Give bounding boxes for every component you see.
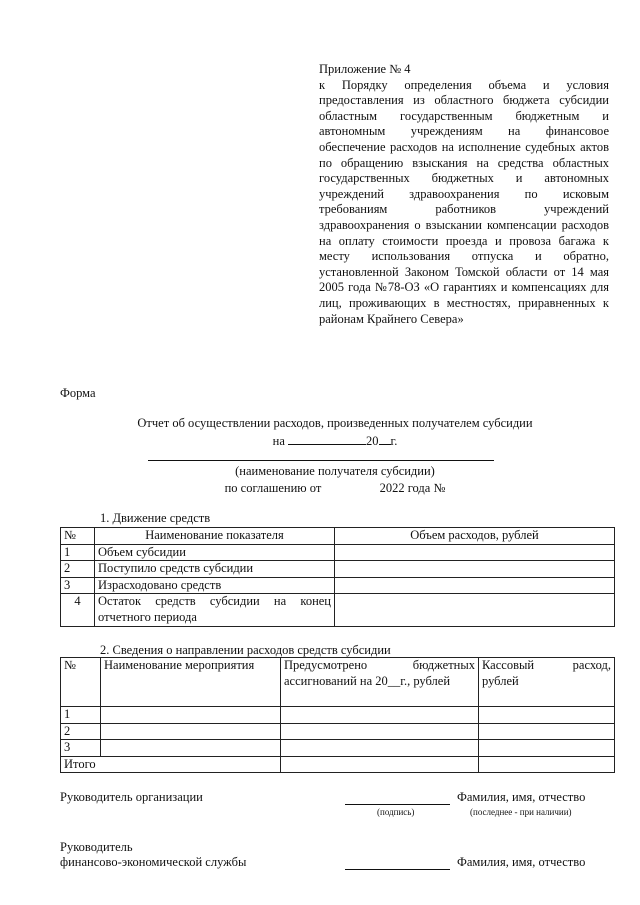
report-date-year: 20 <box>366 434 379 448</box>
table-row <box>61 561 615 578</box>
recipient-name-line <box>148 460 494 461</box>
row-name: Остаток средств субсидии на конец отчетного периода <box>95 594 335 626</box>
table-total-row <box>61 756 615 773</box>
section2-title: 2. Сведения о направлении расходов средств субсидии <box>100 643 391 657</box>
header-num: № <box>61 658 101 707</box>
head-fio-label: Фамилия, имя, отчество <box>457 790 586 804</box>
header-num: № <box>61 528 95 545</box>
header-activity: Наименование мероприятия <box>101 658 281 707</box>
recipient-caption: (наименование получателя субсидии) <box>235 464 435 478</box>
table-row <box>61 707 615 724</box>
agreement-prefix: по соглашению от <box>224 481 322 495</box>
report-title: Отчет об осуществлении расходов, произведенных получателем субсидии <box>137 416 533 430</box>
total-label: Итого <box>61 756 281 773</box>
row-num: 3 <box>61 740 101 757</box>
row-cash[interactable] <box>479 707 615 724</box>
row-cash[interactable] <box>479 740 615 757</box>
row-num: 1 <box>61 544 95 561</box>
patronymic-caption: (последнее - при наличии) <box>470 807 572 817</box>
table-row <box>61 740 615 757</box>
table-row <box>61 544 615 561</box>
total-planned[interactable] <box>281 756 479 773</box>
appendix-text: к Порядку определения объема и условия предоставления из областного бюджета субсидии областным государственным бюджетным и автономным учреждениям на финансовое обеспечение расходов на исполнение судебных актов по обращению взыскания на средства областных государственных бюджетных и автономных учреждений здравоохранения по исковым требованиям работников учреждений здравоохранения о взыскании компенсации расходов на оплату стоимости проезда и провоза багажа к месту использования отпуска и обратно, установленной Законом Томской области от 14 мая 2005 года №78-ОЗ «О гарантиях и компенсациях для лиц, проживающих в местностях, приравненных к районам Крайнего Севера» <box>319 77 609 326</box>
table-row <box>61 577 615 594</box>
signature-caption: (подпись) <box>377 807 415 817</box>
row-num: 2 <box>61 723 101 740</box>
head-signature-line[interactable] <box>345 804 450 805</box>
finance-fio-label: Фамилия, имя, отчество <box>457 855 586 869</box>
expenses-table <box>60 657 615 773</box>
row-num: 1 <box>61 707 101 724</box>
row-value[interactable] <box>335 577 615 594</box>
agreement-suffix: 2022 года № <box>379 481 446 495</box>
report-date-prefix: на <box>272 434 285 448</box>
row-planned[interactable] <box>281 723 479 740</box>
table-header-row <box>61 528 615 545</box>
header-amount: Объем расходов, рублей <box>335 528 615 545</box>
row-value[interactable] <box>335 561 615 578</box>
row-name: Объем субсидии <box>95 544 335 561</box>
row-name: Израсходовано средств <box>95 577 335 594</box>
report-date-suffix: г. <box>390 434 398 448</box>
report-year-blank <box>379 432 391 445</box>
row-activity[interactable] <box>101 723 281 740</box>
table-header-row <box>61 658 615 707</box>
row-name: Поступило средств субсидии <box>95 561 335 578</box>
row-planned[interactable] <box>281 740 479 757</box>
row-num: 2 <box>61 561 95 578</box>
table-row <box>61 594 615 626</box>
finance-head-label-2: финансово-экономической службы <box>60 855 247 869</box>
header-planned: Предусмотрено бюджетных ассигнований на 20__г., рублей <box>281 658 479 707</box>
report-date-blank <box>288 432 366 445</box>
report-date-line <box>60 432 610 450</box>
row-activity[interactable] <box>101 707 281 724</box>
header-cash: Кассовый расход, рублей <box>479 658 615 707</box>
row-activity[interactable] <box>101 740 281 757</box>
row-num: 4 <box>61 594 95 626</box>
finance-head-label-1: Руководитель <box>60 840 133 854</box>
table-row <box>61 723 615 740</box>
total-cash[interactable] <box>479 756 615 773</box>
row-num: 3 <box>61 577 95 594</box>
appendix-title: Приложение № 4 <box>319 62 411 76</box>
form-label: Форма <box>60 386 96 400</box>
head-label: Руководитель организации <box>60 790 203 804</box>
row-value[interactable] <box>335 544 615 561</box>
row-planned[interactable] <box>281 707 479 724</box>
finance-signature-line[interactable] <box>345 869 450 870</box>
section1-title: 1. Движение средств <box>100 511 211 525</box>
agreement-line <box>60 481 610 497</box>
appendix-block <box>319 62 609 327</box>
header-indicator: Наименование показателя <box>95 528 335 545</box>
row-cash[interactable] <box>479 723 615 740</box>
row-value[interactable] <box>335 594 615 626</box>
movement-table <box>60 527 615 627</box>
